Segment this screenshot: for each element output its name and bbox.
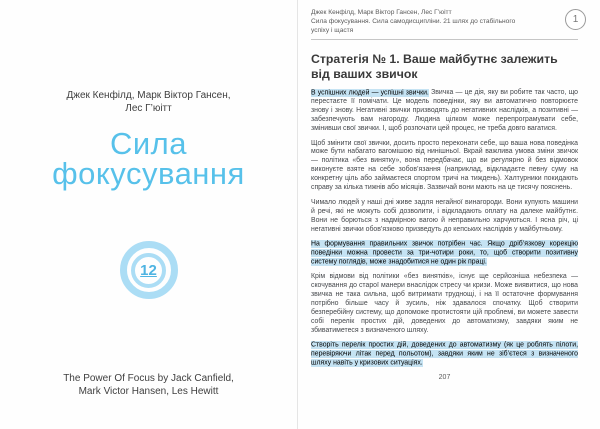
section-heading-line-2: від ваших звичок xyxy=(311,67,418,81)
paragraph-6-highlighted xyxy=(311,342,578,369)
book-title xyxy=(0,126,297,191)
paragraph-2 xyxy=(311,140,578,193)
book-authors xyxy=(0,89,297,115)
paragraph-2-text: Щоб змінити свої звички, досить просто переконати себе, що ваша нова поведінка може бути набагато вагомішою від нинішньої. Вкрай важлива умова зміни звичок — політика «без винятку», вона передбачає, що ви регулярно й без відмовок виконуєте взяте на себе зобов’язання (наприклад, відкладаєте певну суму на конкретну ціль або займаєтеся спортом тричі на тиждень). Халтурники покидають справу за кілька тижнів або місяців. Зазвичай вони мають на це тисячу пояснень. xyxy=(311,139,578,192)
chapter-number-circle: 1 xyxy=(565,9,586,30)
original-title-line-1: The Power Of Focus by Jack Canfield, xyxy=(63,373,234,384)
page-number: 207 xyxy=(438,374,451,382)
book-title-line-2: фокусування xyxy=(52,156,245,191)
paragraph-1 xyxy=(311,89,578,134)
body-text xyxy=(311,89,578,368)
target-badge-icon xyxy=(120,241,178,299)
running-header xyxy=(311,8,578,35)
target-badge-inner-ring xyxy=(131,253,166,288)
highlighted-paragraph: На формування правильних звичок потрібен час. Якщо дріб’язкову корекцію поведінки можна провести за три-чотири роки, то, щоб створити позитивну систему поглядів, може знадобитися не один рік праці. xyxy=(311,240,578,266)
paragraph-3 xyxy=(311,199,578,235)
paragraph-3-text: Чимало людей у наші дні живе задля негайної винагороди. Вони купують машини й речі, які не можуть собі дозволити, і відкладають оплату на далеке майбутнє. Вони не борються з надмірною вагою й неправильно харчуються. І ясна річ, ці негативні звички обов’язково призведуть до кепських наслідків у майбутньому. xyxy=(311,198,578,233)
running-header-authors: Джек Кенфілд, Марк Віктор Гансен, Лес Г’юітт xyxy=(311,9,452,16)
badge-number: 12 xyxy=(140,261,157,279)
authors-line-2: Лес Г’юітт xyxy=(125,103,172,114)
paragraph-1-text: Звичка — це дія, яку ви робите так часто, що перестаєте її помічати. Це модель поведінки, яку ви автоматично повторюєте знову і знову. Негативні звички призводять до негативних наслідків, а позитивні — забезпечують вам нагороду. Людина цілком може перепрограмувати себе, змінивши свої звички. І, щоб розпочати цей процес, не треба довго вагатися. xyxy=(311,89,578,132)
left-page xyxy=(0,0,298,429)
section-heading-line-1: Стратегія № 1. Ваше майбутнє залежить xyxy=(311,52,558,66)
header-divider xyxy=(311,39,578,40)
original-title xyxy=(0,372,297,398)
right-page xyxy=(298,0,600,429)
book-title-line-1: Сила xyxy=(109,126,188,161)
highlighted-sentence: В успішних людей — успішні звички. xyxy=(311,89,429,96)
running-header-subtitle: Сила фокусування. Сила самодисципліни. 21 шлях до стабільного успіху і щастя xyxy=(311,18,516,34)
authors-line-1: Джек Кенфілд, Марк Віктор Гансен, xyxy=(66,90,231,101)
paragraph-4-highlighted xyxy=(311,241,578,268)
highlighted-paragraph: Створіть перелік простих дій, доведених до автоматизму (як це роблять пілоти, перевіряючи літак перед польотом), завдяки яким не зіб’єтеся з визначеного шляху навіть у кризових ситуаціях. xyxy=(311,341,578,367)
section-heading xyxy=(311,52,578,82)
original-title-line-2: Mark Victor Hansen, Les Hewitt xyxy=(78,386,219,397)
paragraph-5-text: Крім відмови від політики «без винятків», існує ще серйозніша небезпека — скочування до старої манери внаслідок стресу чи кризи. Може виявитися, що нова звичка не така сильна, щоб витримати труднощі, і на її остаточне формування потрібно більше часу й зусиль, ніж здавалося спочатку. Щоб створити безперебійну систему, що допоможе протистояти цій проблемі, ви можете завести собі перелік простих дій, доведених до автоматизму, завдяки яким не збиватиметеся з визначеного шляху. xyxy=(311,273,578,334)
paragraph-5 xyxy=(311,273,578,335)
